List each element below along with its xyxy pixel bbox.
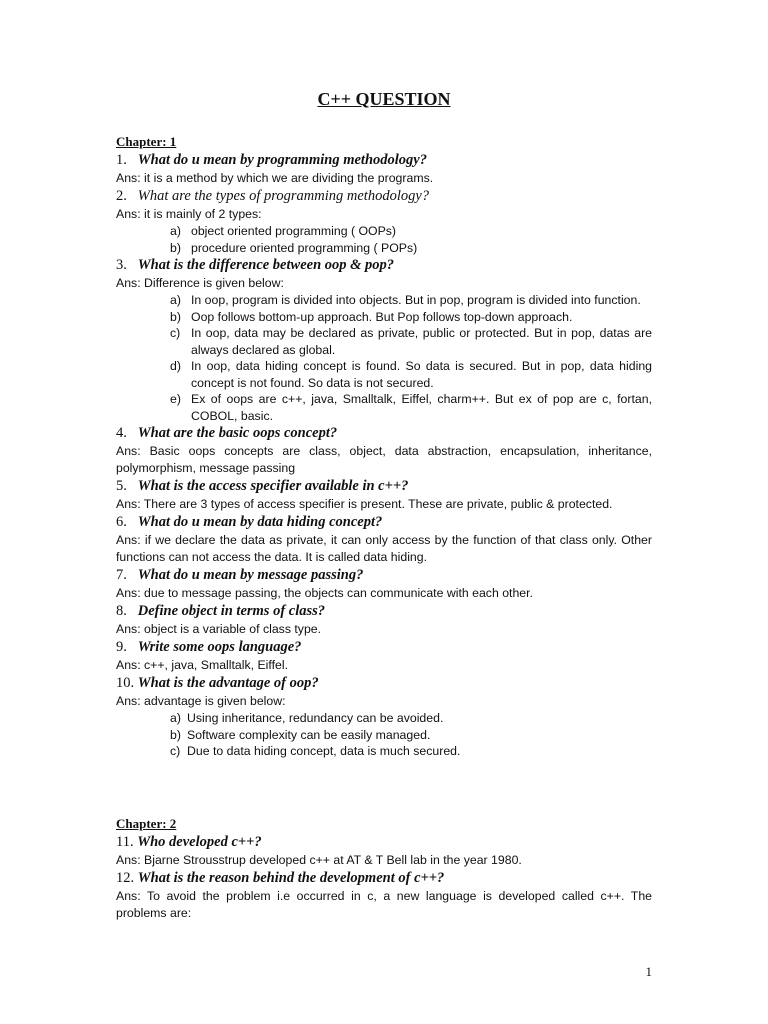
answer: Ans: To avoid the problem i.e occurred in c, a new language is developed called c++. The problems are: bbox=[116, 889, 652, 920]
answer: Ans: due to message passing, the objects can communicate with each other. bbox=[116, 586, 533, 600]
answer: Ans: it is a method by which we are dividing the programs. bbox=[116, 171, 434, 185]
answer-list bbox=[116, 710, 652, 760]
answer-list bbox=[116, 292, 652, 424]
answer: Ans: it is mainly of 2 types: bbox=[116, 207, 262, 221]
question-block bbox=[116, 566, 652, 602]
answer: Ans: advantage is given below: bbox=[116, 694, 286, 708]
question-block bbox=[116, 833, 652, 869]
question-block bbox=[116, 602, 652, 638]
question: 9. Write some oops language? bbox=[116, 639, 302, 655]
question-block bbox=[116, 256, 652, 424]
question: 12. What is the reason behind the development of c++? bbox=[116, 870, 445, 886]
question-block bbox=[116, 477, 652, 513]
answer: Ans: Bjarne Strousstrup developed c++ at AT & T Bell lab in the year 1980. bbox=[116, 853, 522, 867]
list-item: a) In oop, program is divided into objects. But in pop, program is divided into function. bbox=[170, 293, 641, 307]
answer: Ans: object is a variable of class type. bbox=[116, 622, 322, 636]
list-item: d) In oop, data hiding concept is found. So data is secured. But in pop, data hiding concept is not found. So data is not secured. bbox=[170, 359, 652, 390]
list-item: a) Using inheritance, redundancy can be avoided. bbox=[170, 711, 444, 725]
question-block bbox=[116, 513, 652, 566]
question-block bbox=[116, 424, 652, 477]
answer: Ans: Difference is given below: bbox=[116, 276, 284, 290]
answer: Ans: There are 3 types of access specifier is present. These are private, public & protected. bbox=[116, 497, 613, 511]
list-item: b) Oop follows bottom-up approach. But Pop follows top-down approach. bbox=[170, 309, 573, 324]
chapter-heading: Chapter: 2 bbox=[116, 816, 177, 831]
list-item: e) Ex of oops are c++, java, Smalltalk, Eiffel, charm++. But ex of pop are c, fortan, COBOL, basic. bbox=[170, 392, 652, 423]
question: 8. Define object in terms of class? bbox=[116, 603, 326, 619]
page-title: C++ QUESTION bbox=[317, 89, 451, 109]
question: 7. What do u mean by message passing? bbox=[116, 567, 364, 583]
answer: Ans: c++, java, Smalltalk, Eiffel. bbox=[116, 658, 289, 672]
question-block bbox=[116, 869, 652, 922]
question-block bbox=[116, 638, 652, 674]
answer: Ans: Basic oops concepts are class, object, data abstraction, encapsulation, inheritance, polymorphism, message passing bbox=[116, 444, 652, 475]
list-item: c) Due to data hiding concept, data is much secured. bbox=[170, 744, 461, 758]
answer-list bbox=[116, 223, 652, 256]
chapter-2 bbox=[116, 816, 652, 922]
question-block bbox=[116, 187, 652, 256]
chapter-heading: Chapter: 1 bbox=[116, 134, 177, 149]
question: 6. What do u mean by data hiding concept? bbox=[116, 514, 383, 530]
question: 4. What are the basic oops concept? bbox=[116, 425, 338, 441]
list-item: b) procedure oriented programming ( POPs) bbox=[170, 240, 418, 255]
question: 11. Who developed c++? bbox=[116, 834, 262, 850]
page-number: 1 bbox=[645, 964, 652, 979]
question: 5. What is the access specifier available in c++? bbox=[116, 478, 409, 494]
question: 3. What is the difference between oop & pop? bbox=[116, 257, 395, 273]
answer: Ans: if we declare the data as private, it can only access by the function of that class only. Other functions can not access the data. It is called data hiding. bbox=[116, 533, 652, 564]
list-item: a) object oriented programming ( OOPs) bbox=[170, 224, 397, 238]
list-item: b) Software complexity can be easily managed. bbox=[170, 727, 431, 742]
question-block bbox=[116, 674, 652, 760]
question: 2. What are the types of programming methodology? bbox=[116, 188, 430, 204]
list-item: c) In oop, data may be declared as private, public or protected. But in pop, datas are always declared as global. bbox=[170, 326, 652, 357]
question: 1. What do u mean by programming methodology? bbox=[116, 152, 427, 168]
chapter-1 bbox=[116, 134, 652, 760]
question-block bbox=[116, 151, 652, 187]
question: 10. What is the advantage of oop? bbox=[116, 675, 319, 691]
